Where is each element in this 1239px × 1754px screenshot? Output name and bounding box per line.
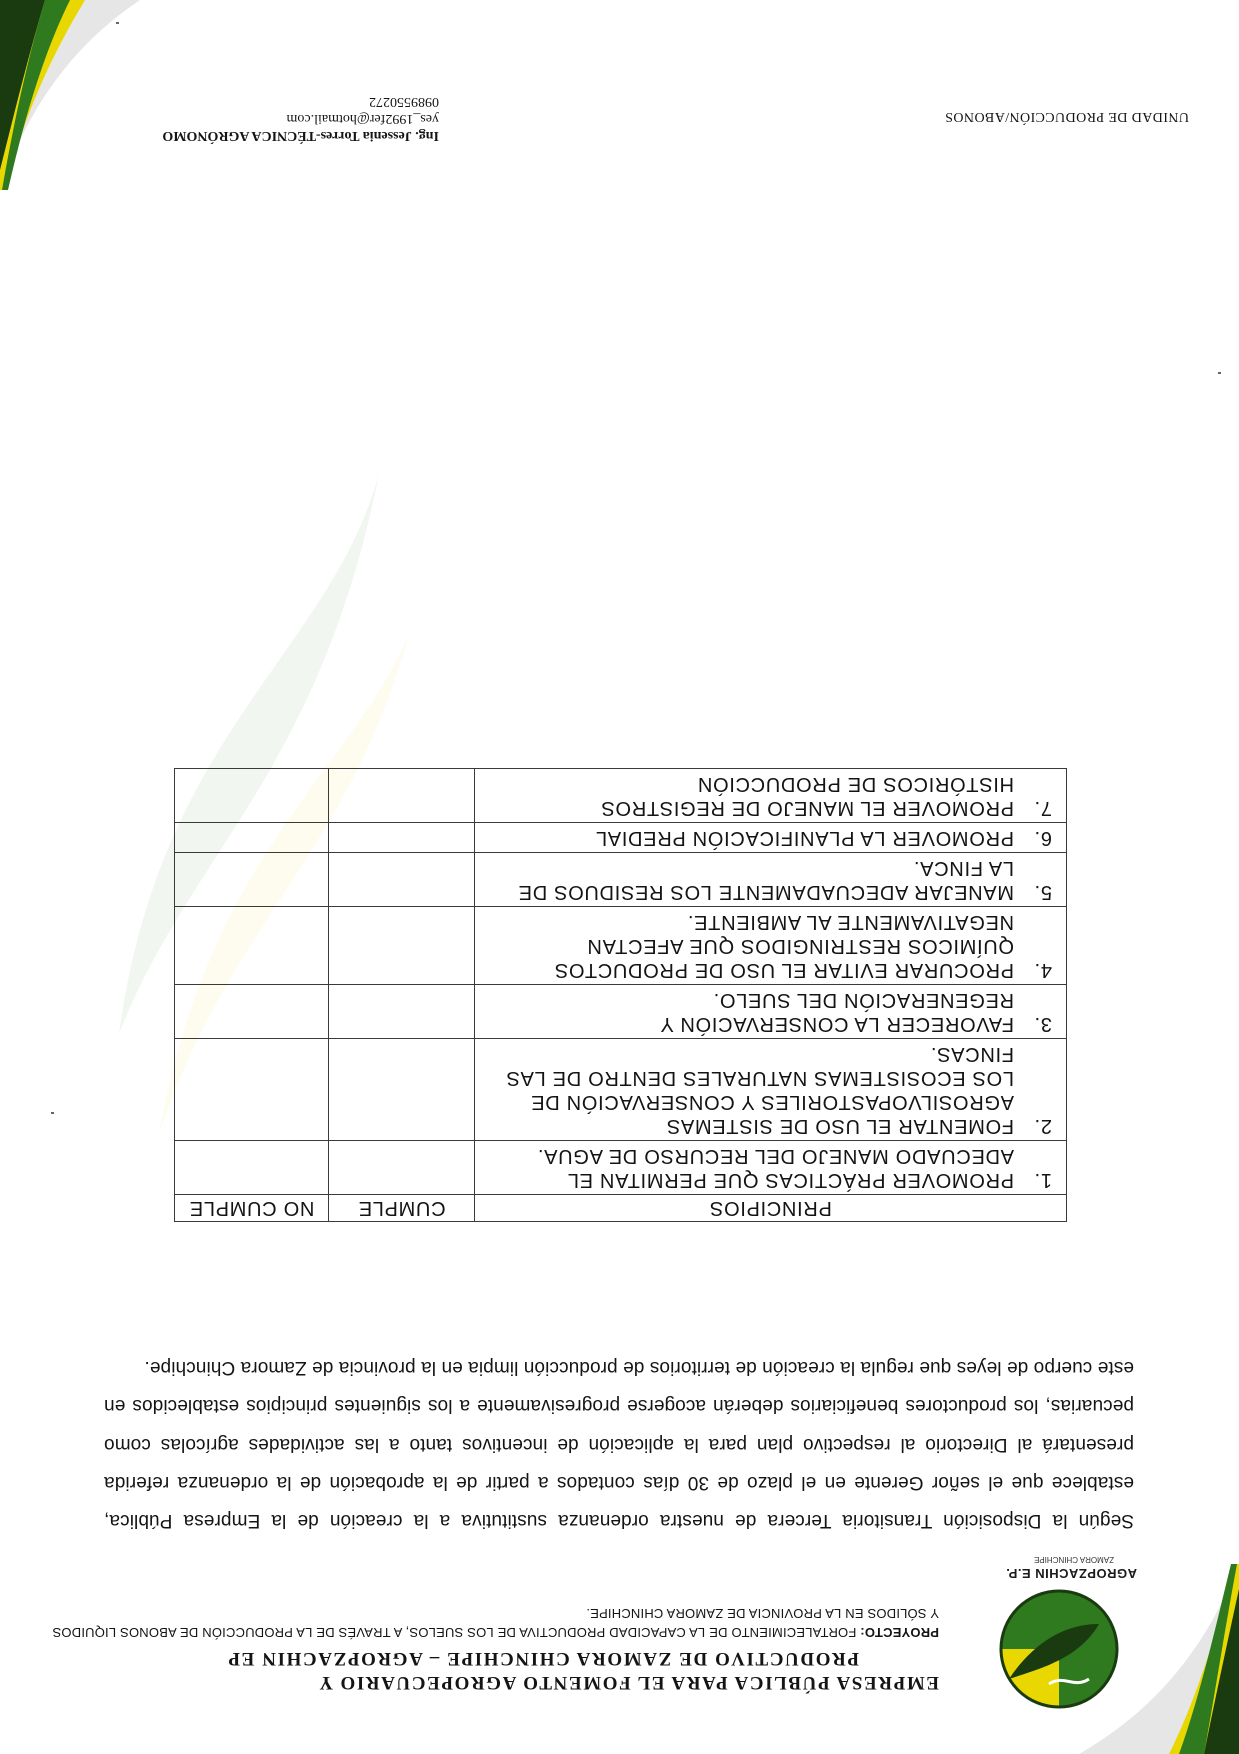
principle-text: MANEJAR ADECUADAMENTE LOS RESIDUOS DE LA FINCA. — [518, 857, 1014, 903]
scan-speck — [51, 1112, 54, 1114]
project-text: FORTALECIMIENTO DE LA CAPACIDAD PRODUCTIVA DE LOS SUELOS, A TRAVÉS DE LA PRODUCCIÓN DE ABONOS LIQUIDOS Y SÓLIDOS EN LA PROVINCIA DE ZAMORA CHINCHIPE. — [52, 1606, 939, 1640]
cumple-cell — [329, 823, 475, 853]
principle-cell — [475, 1141, 1067, 1195]
principle-number: 6. — [1033, 827, 1052, 849]
logo-text: AGROPZACHIN E.P. — [1005, 1566, 1137, 1581]
no-cumple-cell — [175, 769, 329, 823]
cumple-cell — [329, 853, 475, 907]
principle-text: PROMOVER EL MANEJO DE REGISTROS HISTÓRICOS DE PRODUCCIÓN — [600, 773, 1014, 819]
document-title — [59, 1646, 939, 1694]
footer-signatory: Ing. Jessenia Torres-TÉCNICA AGRÓNOMO — [162, 128, 439, 143]
table-row — [175, 907, 1067, 985]
footer-contact — [162, 93, 439, 144]
footer-unit: UNIDAD DE PRODUCCIÓN/ABONOS — [944, 109, 1189, 124]
no-cumple-cell — [175, 907, 329, 985]
principles-table-container — [174, 768, 1067, 1222]
footer-email: yes_1992fer@hotmail.com — [286, 111, 439, 126]
table-row — [175, 985, 1067, 1039]
no-cumple-cell — [175, 1039, 329, 1141]
cumple-cell — [329, 985, 475, 1039]
table-row — [175, 1039, 1067, 1141]
principle-text: PROCURAR EVITAR EL USO DE PRODUCTOS QUÍMICOS RESTRINGIDOS QUE AFECTAN NEGATIVAMENTE AL AMBIENTE. — [554, 911, 1014, 981]
principles-table — [174, 768, 1067, 1222]
principle-cell — [475, 853, 1067, 907]
title-line-2: PRODUCTIVO DE ZAMORA CHINCHIPE – AGROPZACHIN EP — [226, 1648, 859, 1669]
no-cumple-cell — [175, 853, 329, 907]
scan-speck — [1218, 372, 1221, 374]
table-row — [175, 769, 1067, 823]
project-description — [49, 1604, 939, 1642]
table-header-row — [175, 1195, 1067, 1222]
principle-text: FAVORECER LA CONSERVACIÓN Y REGENERACIÓN DEL SUELO. — [660, 989, 1014, 1035]
body-paragraph: Según la Disposición Transitoria Tercera de nuestra ordenanza sustitutiva a la creación de la Empresa Pública, establece que el señor Gerente en el plazo de 30 días contados a partir de la aprobación de la ordenanza referida presentará al Directorio al respectivo plan para la aplicación de incentivos tanto a las actividades agrícolas como pecuarias, los productores beneficiarios deberán acogerse progresivamente a los siguientes principios establecidos en este cuerpo de leyes que regula la creación de territorios de producción limpia en la provincia de Zamora Chinchipe. — [104, 1357, 1134, 1531]
principle-number: 5. — [1033, 881, 1052, 903]
column-header-principios: PRINCIPIOS — [475, 1195, 1067, 1222]
principle-number: 3. — [1033, 1013, 1052, 1035]
principle-number: 2. — [1033, 1115, 1052, 1137]
scan-speck — [116, 22, 119, 24]
company-logo — [959, 1549, 1159, 1719]
corner-swoosh-bottom-right — [0, 0, 180, 190]
cumple-cell — [329, 907, 475, 985]
principle-number: 4. — [1033, 959, 1052, 981]
principle-text: FOMENTAR EL USO DE SISTEMAS AGROSILVOPASTORILES Y CONSERVACIÓN DE LOS ECOSISTEMAS NATURALES DENTRO DE LAS FINCAS. — [505, 1043, 1014, 1137]
table-row — [175, 1141, 1067, 1195]
table-row — [175, 823, 1067, 853]
principle-cell — [475, 1039, 1067, 1141]
no-cumple-cell — [175, 985, 329, 1039]
title-line-1: EMPRESA PÚBLICA PARA EL FOMENTO AGROPECUARIO Y — [317, 1672, 939, 1693]
logo-subtext: ZAMORA CHINCHIPE — [1033, 1555, 1114, 1564]
principle-text: PROMOVER PRÁCTICAS QUE PERMITAN EL ADECUADO MANEJO DEL RECURSO DE AGUA. — [537, 1145, 1014, 1191]
principle-text: PROMOVER LA PLANIFICACIÓN PREDIAL — [595, 827, 1014, 849]
cumple-cell — [329, 1141, 475, 1195]
cumple-cell — [329, 769, 475, 823]
logo-emblem-icon — [959, 1579, 1159, 1719]
footer-phone: 0989550272 — [369, 94, 439, 109]
principle-number: 7. — [1033, 797, 1052, 819]
principle-cell — [475, 823, 1067, 853]
no-cumple-cell — [175, 823, 329, 853]
principle-cell — [475, 907, 1067, 985]
no-cumple-cell — [175, 1141, 329, 1195]
principle-number: 1. — [1033, 1169, 1052, 1191]
principle-cell — [475, 769, 1067, 823]
principle-cell — [475, 985, 1067, 1039]
project-label: PROYECTO: — [860, 1625, 939, 1640]
cumple-cell — [329, 1039, 475, 1141]
column-header-no-cumple: NO CUMPLE — [175, 1195, 329, 1222]
column-header-cumple: CUMPLE — [329, 1195, 475, 1222]
table-row — [175, 853, 1067, 907]
